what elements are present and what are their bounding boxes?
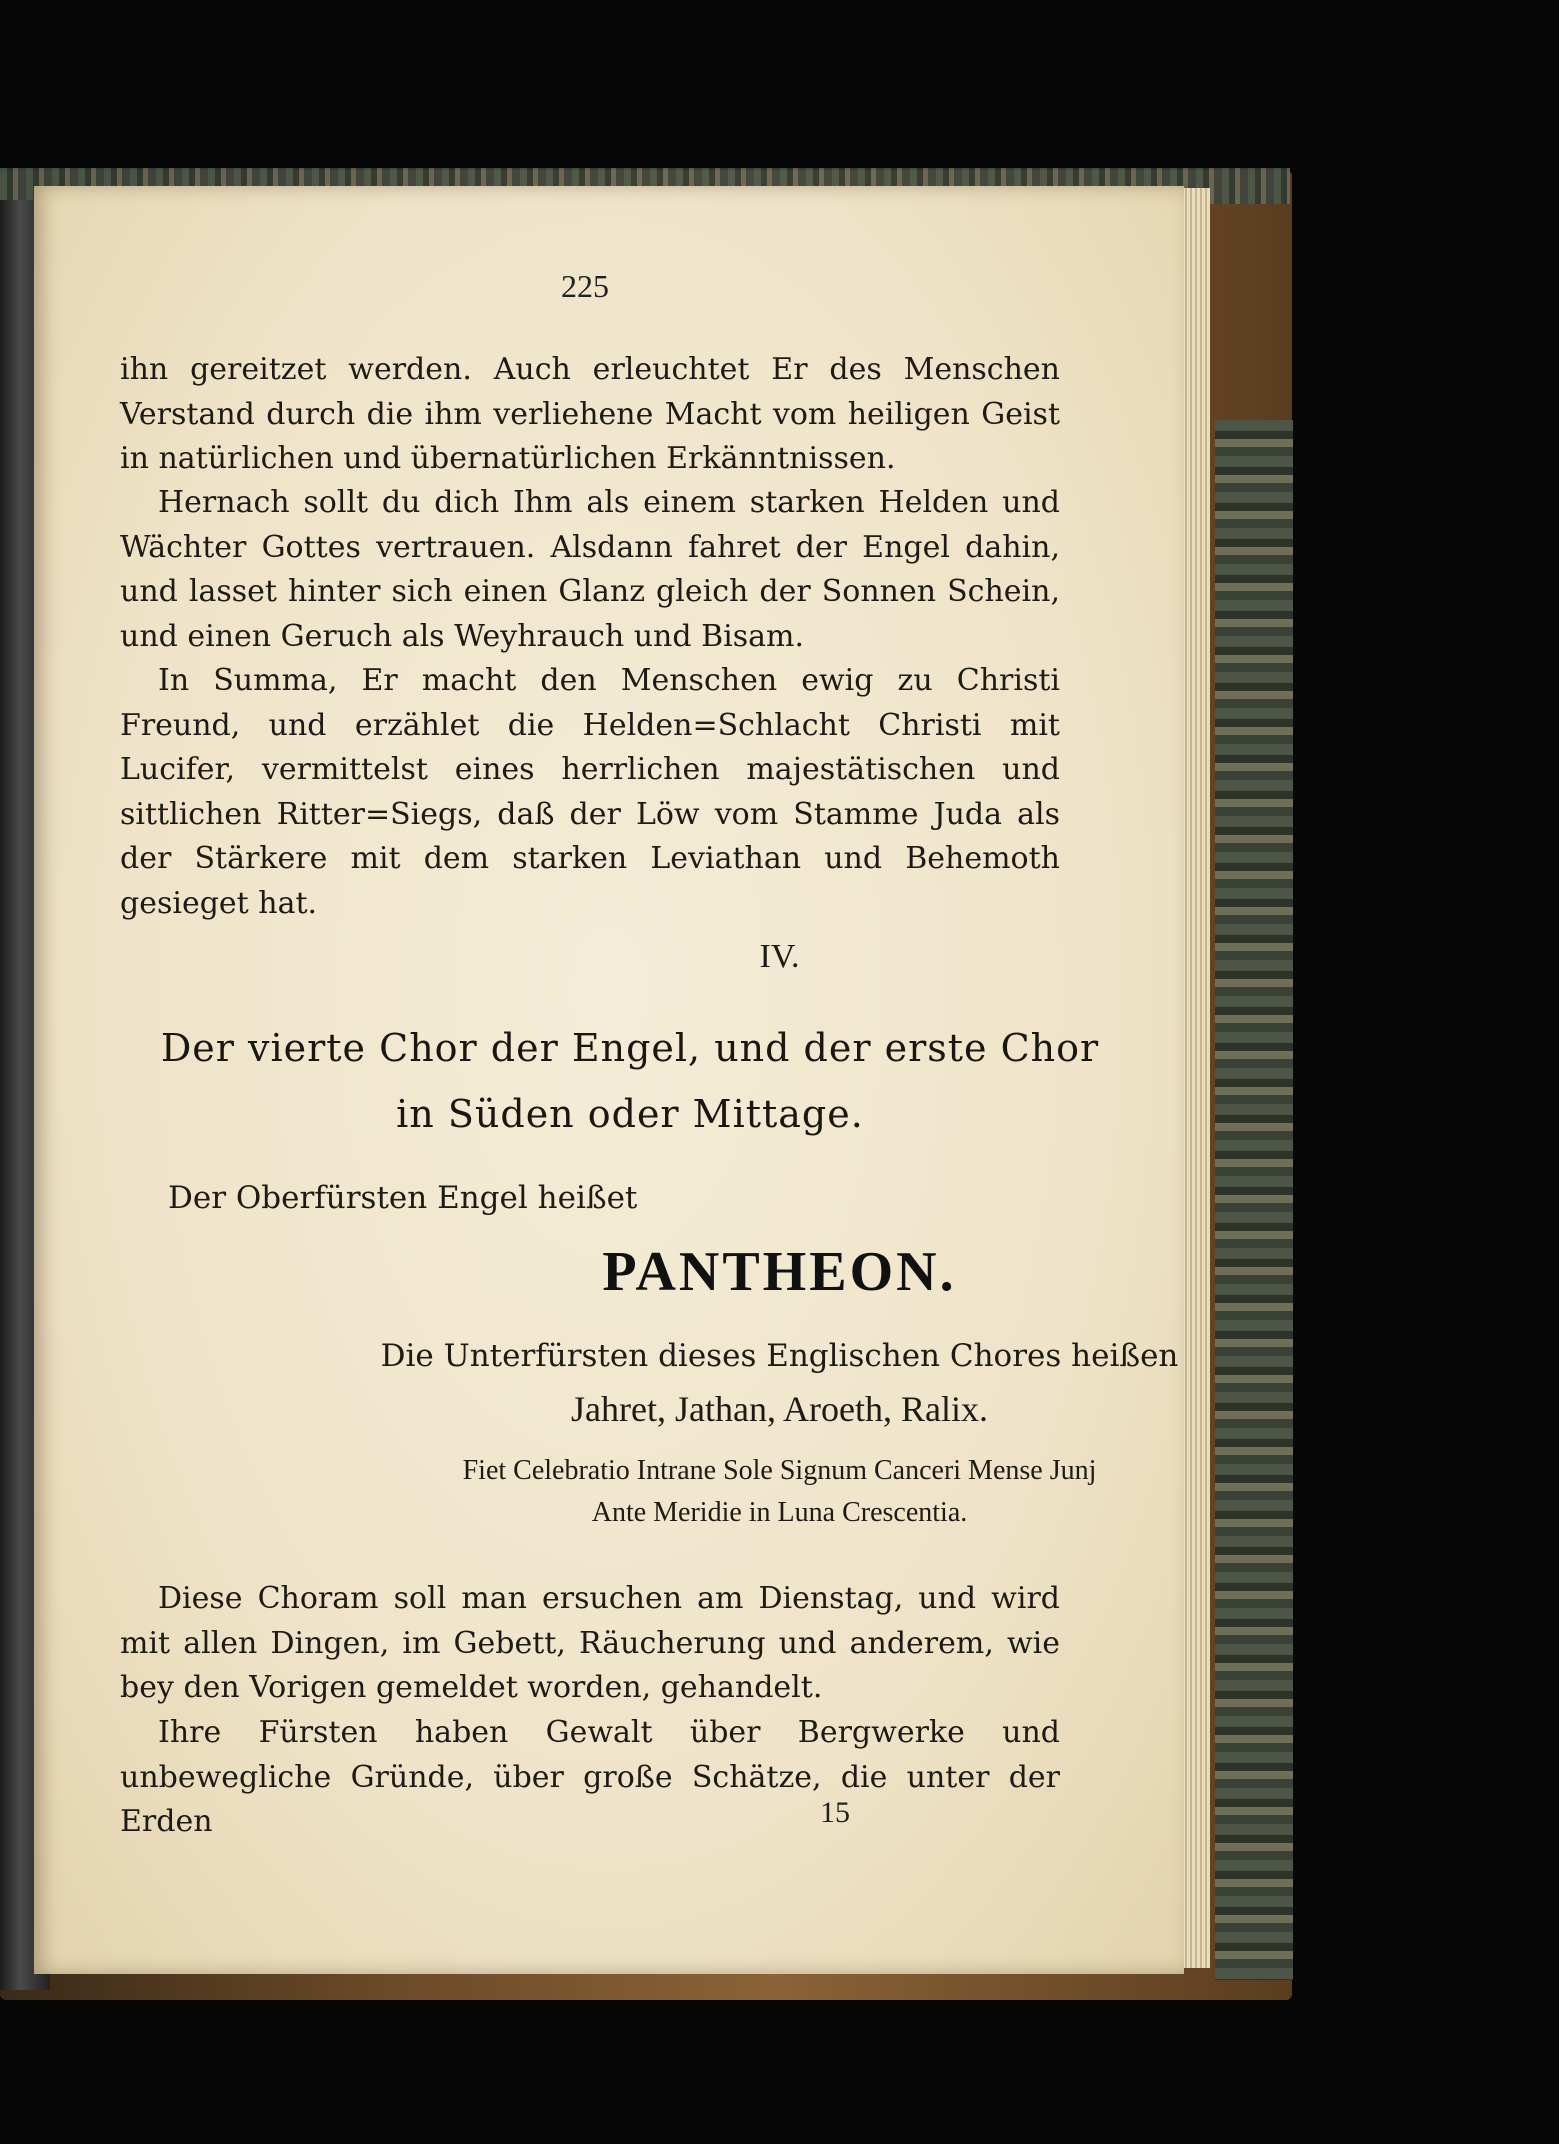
unter-fuersten-line: Die Unterfürsten dieses Englischen Chores heißen — [380, 1338, 1179, 1374]
paragraph-2: Hernach sollt du dich Ihm als einem starken Helden und Wächter Gottes vertrauen. Alsdann fahret der Engel dahin, und lasset hinter sich einen Glanz gleich der Sonnen Schein, und einen Geruch als Weyhrauch und Bisam. — [120, 485, 1060, 654]
paragraph-4: Diese Choram soll man ersuchen am Dienstag, und wird mit allen Dingen, im Gebett, Räucherung und anderem, wie bey den Vorigen gemeldet worden, gehandelt. — [120, 1581, 1060, 1705]
page-number: 225 — [561, 268, 609, 304]
chapter-heading-line-2: in Süden oder Mittage. — [396, 1092, 864, 1136]
angel-name: PANTHEON. — [602, 1241, 957, 1303]
paragraph-5: Ihre Fürsten haben Gewalt über Bergwerke und unbewegliche Gründe, über große Schätze, die unter der Erden — [120, 1715, 1060, 1839]
latin-line-2: Ante Meridie in Luna Crescentia. — [591, 1497, 968, 1528]
chapter-heading-line-1: Der vierte Chor der Engel, und der erste Chor — [160, 1026, 1100, 1070]
signature-mark: 15 — [820, 1796, 850, 1829]
ober-fuersten-line: Der Oberfürsten Engel heißet — [168, 1180, 638, 1216]
angel-names-line: Jahret, Jathan, Aroeth, Ralix. — [571, 1389, 988, 1429]
chapter-heading — [160, 1015, 1100, 1147]
paragraph-1: ihn gereitzet werden. Auch erleuchtet Er des Menschen Verstand durch die ihm verliehene Macht vom heiligen Geist in natürlichen und übernatürlichen Erkänntnissen. — [120, 352, 1060, 476]
section-number: IV. — [759, 938, 800, 975]
cover-marbled-right — [1215, 420, 1293, 1980]
paragraph-3: In Summa, Er macht den Menschen ewig zu Christi Freund, und erzählet die Helden=Schlacht Christi mit Lucifer, vermittelst eines herrlichen majestätischen und sittlichen Ritter=Siegs, daß der Löw vom Stamme Juda als der Stärkere mit dem starken Leviathan und Behemoth gesieget hat. — [120, 663, 1060, 921]
latin-line-1: Fiet Celebratio Intrane Sole Signum Canceri Mense Junj — [462, 1455, 1097, 1486]
